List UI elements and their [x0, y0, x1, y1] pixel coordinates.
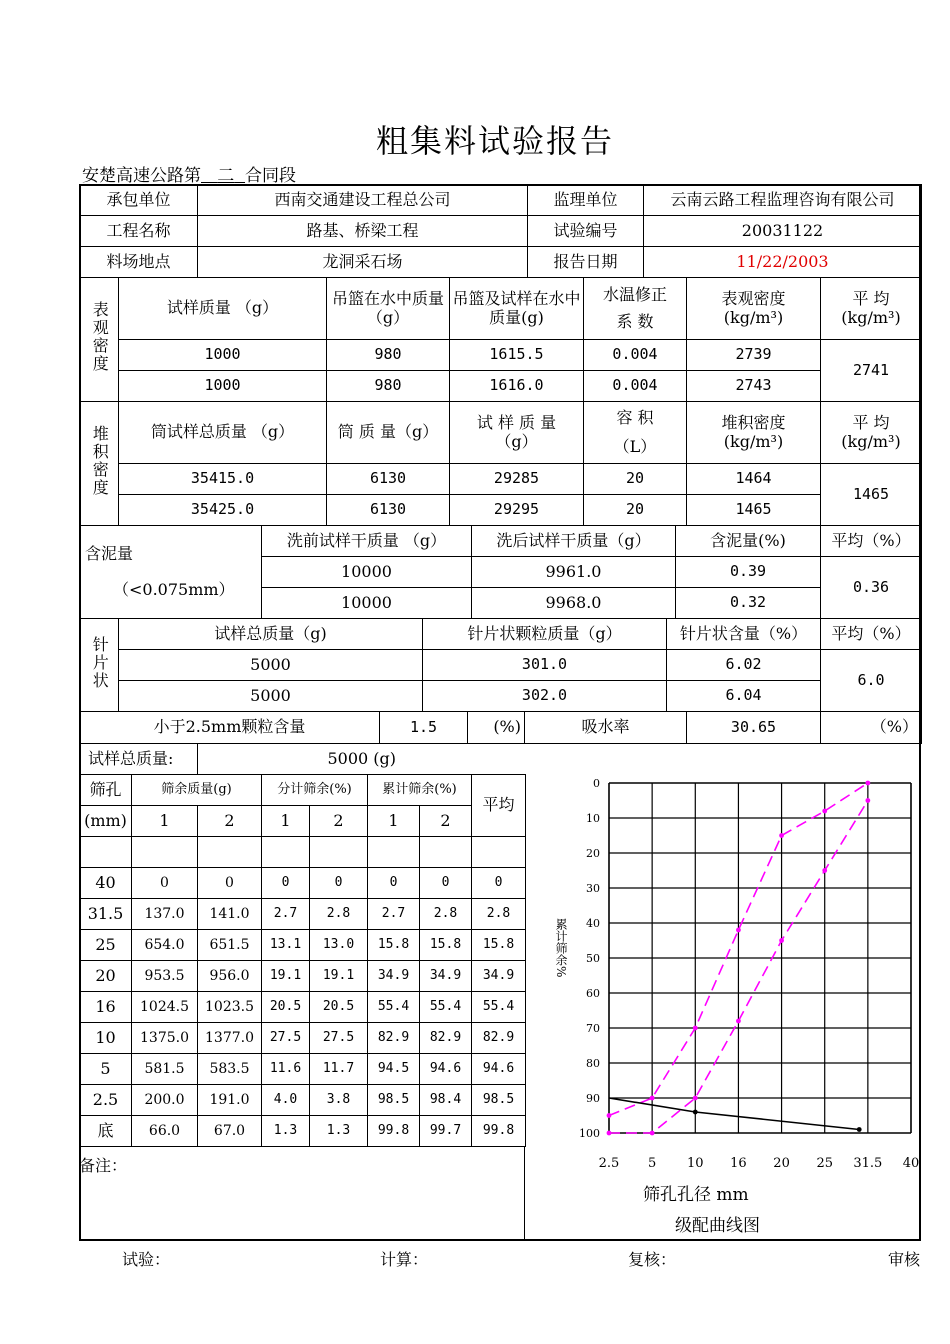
sieve-size-cell: 底 — [80, 1116, 132, 1147]
ad-header-sample-mass: 试样质量 （g） — [119, 278, 327, 340]
supervisor-label: 监理单位 — [528, 185, 644, 216]
report-title: 粗集料试验报告 — [375, 122, 614, 160]
ad-r1-c2: 980 — [327, 340, 450, 371]
x-tick-label: 5 — [648, 1156, 657, 1171]
sieve-table — [79, 743, 526, 1147]
site-label: 料场地点 — [80, 247, 198, 278]
series-point — [857, 1127, 862, 1132]
mud-table — [79, 525, 922, 619]
sieve-value-cell: 67.0 — [198, 1116, 262, 1147]
series-point — [607, 1113, 612, 1118]
bd-r1-c5: 1464 — [687, 464, 821, 495]
mud-header-average: 平均（%） — [821, 526, 922, 557]
y-tick-label: 30 — [586, 882, 600, 895]
sieve-value-cell: 956.0 — [198, 961, 262, 992]
ad-r2-c3: 1616.0 — [450, 371, 584, 402]
ad-average-value: 2741 — [821, 340, 922, 402]
sieve-size-cell: 5 — [80, 1054, 132, 1085]
series-point — [822, 809, 827, 814]
series-point — [650, 1131, 655, 1136]
sieve-sub-2a: 2 — [198, 806, 262, 837]
ad-header-basket-sample-water: 吊篮及试样在水中质量(g) — [450, 278, 584, 340]
sieve-value-cell: 1.3 — [262, 1116, 310, 1147]
remarks-area — [79, 1147, 525, 1241]
sieve-value-cell: 15.8 — [368, 930, 420, 961]
sieve-header-cumulative: 累计筛余(%) — [368, 775, 472, 806]
sieve-value-cell: 19.1 — [310, 961, 368, 992]
sieve-size-cell: 2.5 — [80, 1085, 132, 1116]
sieve-value-cell: 98.5 — [368, 1085, 420, 1116]
sieve-value-cell: 2.7 — [368, 899, 420, 930]
x-tick-label: 25 — [816, 1156, 833, 1171]
sieve-value-cell: 94.5 — [368, 1054, 420, 1085]
y-tick-label: 90 — [586, 1092, 600, 1105]
sieve-value-cell: 11.7 — [310, 1054, 368, 1085]
bd-average-value: 1465 — [821, 464, 922, 526]
flaky-label: 针片状 — [80, 619, 119, 712]
chart-y-label: 累计筛余% — [554, 918, 568, 978]
sieve-value-cell: 2.8 — [310, 899, 368, 930]
sieve-size-cell: 16 — [80, 992, 132, 1023]
bd-r2-c5: 1465 — [687, 495, 821, 526]
sieve-row — [80, 1085, 526, 1116]
sieve-blank — [420, 837, 472, 868]
grading-chart — [525, 743, 921, 1241]
sieve-value-cell: 99.7 — [420, 1116, 472, 1147]
mud-r2-c1: 10000 — [262, 588, 472, 619]
sieve-value-cell: 13.0 — [310, 930, 368, 961]
sieve-value-cell: 200.0 — [132, 1085, 198, 1116]
flaky-header-total: 试样总质量（g) — [119, 619, 423, 650]
fines-unit: (%) — [468, 712, 525, 744]
footer-calc: 计算： — [380, 1250, 429, 1269]
remarks-label: 备注： — [79, 1156, 128, 1175]
flaky-r1-c3: 6.02 — [667, 650, 821, 681]
sieve-value-cell: 66.0 — [132, 1116, 198, 1147]
sieve-size-cell: 40 — [80, 868, 132, 899]
ad-header-density: 表观密度 (kg/m³) — [687, 278, 821, 340]
project-line: 安楚高速公路第 二 合同段 — [82, 166, 297, 186]
info-table — [79, 184, 922, 278]
ad-r2-c5: 2743 — [687, 371, 821, 402]
sieve-sub-2b: 2 — [310, 806, 368, 837]
ad-r2-c2: 980 — [327, 371, 450, 402]
date-value: 11/22/2003 — [644, 247, 922, 278]
series-point — [779, 833, 784, 838]
sieve-sub-1b: 1 — [262, 806, 310, 837]
bd-r1-c3: 29285 — [450, 464, 584, 495]
series-point — [693, 1096, 698, 1101]
sieve-value-cell: 1024.5 — [132, 992, 198, 1023]
flaky-r2-c1: 5000 — [119, 681, 423, 712]
sieve-value-cell: 15.8 — [472, 930, 526, 961]
sieve-value-cell: 98.4 — [420, 1085, 472, 1116]
sieve-blank — [310, 837, 368, 868]
flaky-header-average: 平均（%） — [821, 619, 922, 650]
sieve-value-cell: 191.0 — [198, 1085, 262, 1116]
mud-r2-c3: 0.32 — [676, 588, 821, 619]
sieve-value-cell: 654.0 — [132, 930, 198, 961]
sieve-row — [80, 899, 526, 930]
sieve-value-cell: 2.7 — [262, 899, 310, 930]
sieve-row — [80, 1023, 526, 1054]
y-tick-label: 50 — [586, 952, 600, 965]
sieve-value-cell: 34.9 — [420, 961, 472, 992]
sieve-value-cell: 1.3 — [310, 1116, 368, 1147]
mud-r1-c3: 0.39 — [676, 557, 821, 588]
sieve-value-cell: 0 — [132, 868, 198, 899]
sieve-blank — [132, 837, 198, 868]
bd-header-cylinder: 筒 质 量（g） — [327, 402, 450, 464]
sieve-value-cell: 55.4 — [368, 992, 420, 1023]
sieve-total-value: 5000 (g) — [198, 744, 526, 775]
sieve-size-cell: 31.5 — [80, 899, 132, 930]
series-point — [822, 868, 827, 873]
project-value: 路基、桥梁工程 — [198, 216, 528, 247]
sieve-value-cell: 55.4 — [420, 992, 472, 1023]
sieve-value-cell: 141.0 — [198, 899, 262, 930]
sieve-row — [80, 930, 526, 961]
ad-header-basket-water: 吊篮在水中质量（g） — [327, 278, 450, 340]
sieve-sub-1c: 1 — [368, 806, 420, 837]
sieve-value-cell: 27.5 — [310, 1023, 368, 1054]
flaky-r2-c3: 6.04 — [667, 681, 821, 712]
fines-table — [79, 711, 922, 744]
flaky-r1-c1: 5000 — [119, 650, 423, 681]
mud-r1-c1: 10000 — [262, 557, 472, 588]
chart-grid — [609, 783, 911, 1133]
chart-x-label: 筛孔孔径 mm — [643, 1185, 749, 1205]
y-tick-label: 100 — [579, 1127, 600, 1140]
chart-title: 级配曲线图 — [675, 1216, 760, 1236]
sieve-header-retained: 筛余质量(g) — [132, 775, 262, 806]
bd-header-average: 平 均 (kg/m³) — [821, 402, 922, 464]
footer-review: 复核： — [628, 1250, 677, 1269]
ad-r1-c4: 0.004 — [584, 340, 687, 371]
sieve-value-cell: 99.8 — [368, 1116, 420, 1147]
bd-header-sample: 试 样 质 量 （g） — [450, 402, 584, 464]
sieve-header-sieve: 筛孔 — [80, 775, 132, 806]
sieve-value-cell: 2.8 — [420, 899, 472, 930]
absorb-label: 吸水率 — [525, 712, 687, 744]
y-tick-label: 70 — [586, 1022, 600, 1035]
sieve-value-cell: 651.5 — [198, 930, 262, 961]
apparent-density-label: 表观密度 — [80, 278, 119, 402]
supervisor-value: 云南云路工程监理咨询有限公司 — [644, 185, 922, 216]
ad-r2-c4: 0.004 — [584, 371, 687, 402]
series-point — [865, 781, 870, 786]
chart-x-ticks — [599, 1156, 920, 1171]
absorb-unit: （%） — [821, 712, 922, 744]
mud-label: 含泥量 （<0.075mm） — [80, 526, 262, 619]
sieve-value-cell: 0 — [262, 868, 310, 899]
sieve-value-cell: 953.5 — [132, 961, 198, 992]
sieve-blank — [198, 837, 262, 868]
sieve-value-cell: 82.9 — [420, 1023, 472, 1054]
sieve-value-cell: 1377.0 — [198, 1023, 262, 1054]
sieve-blank — [80, 837, 132, 868]
series-point — [736, 928, 741, 933]
x-tick-label: 16 — [730, 1156, 747, 1171]
bd-r2-c3: 29295 — [450, 495, 584, 526]
site-value: 龙洞采石场 — [198, 247, 528, 278]
series-point — [607, 1131, 612, 1136]
bd-r2-c2: 6130 — [327, 495, 450, 526]
footer-audit: 审核 — [888, 1250, 921, 1269]
sieve-value-cell: 4.0 — [262, 1085, 310, 1116]
series-point — [693, 1026, 698, 1031]
sieve-header-average: 平均 — [472, 775, 526, 837]
sieve-value-cell: 583.5 — [198, 1054, 262, 1085]
mud-header-before: 洗前试样干质量 （g） — [262, 526, 472, 557]
sieve-sub-2c: 2 — [420, 806, 472, 837]
series-point — [693, 1110, 698, 1115]
sieve-row — [80, 992, 526, 1023]
test-no-label: 试验编号 — [528, 216, 644, 247]
bd-r2-c4: 20 — [584, 495, 687, 526]
apparent-density-table — [79, 277, 922, 402]
sieve-value-cell: 137.0 — [132, 899, 198, 930]
bulk-density-label: 堆积密度 — [80, 402, 119, 526]
flaky-header-mass: 针片状颗粒质量（g） — [423, 619, 667, 650]
sieve-row — [80, 868, 526, 899]
flaky-average-value: 6.0 — [821, 650, 922, 712]
sieve-value-cell: 27.5 — [262, 1023, 310, 1054]
bd-r1-c1: 35415.0 — [119, 464, 327, 495]
sieve-blank — [472, 837, 526, 868]
absorb-value: 30.65 — [687, 712, 821, 744]
sieve-value-cell: 3.8 — [310, 1085, 368, 1116]
sieve-value-cell: 19.1 — [262, 961, 310, 992]
sieve-value-cell: 82.9 — [368, 1023, 420, 1054]
sieve-value-cell: 2.8 — [472, 899, 526, 930]
sieve-header-mm: (mm) — [80, 806, 132, 837]
sieve-value-cell: 15.8 — [420, 930, 472, 961]
y-tick-label: 0 — [593, 777, 600, 790]
contractor-label: 承包单位 — [80, 185, 198, 216]
sieve-value-cell: 34.9 — [472, 961, 526, 992]
x-tick-label: 10 — [687, 1156, 704, 1171]
sieve-row — [80, 961, 526, 992]
sieve-value-cell: 82.9 — [472, 1023, 526, 1054]
sieve-rows — [80, 868, 526, 1147]
y-tick-label: 40 — [586, 917, 600, 930]
x-tick-label: 31.5 — [853, 1156, 883, 1171]
sieve-value-cell: 94.6 — [472, 1054, 526, 1085]
bd-header-total: 筒试样总质量 （g） — [119, 402, 327, 464]
sieve-sub-1a: 1 — [132, 806, 198, 837]
sieve-value-cell: 55.4 — [472, 992, 526, 1023]
sieve-blank — [262, 837, 310, 868]
flaky-table — [79, 618, 922, 712]
mud-header-content: 含泥量(%) — [676, 526, 821, 557]
sieve-value-cell: 1375.0 — [132, 1023, 198, 1054]
bd-r1-c4: 20 — [584, 464, 687, 495]
test-no-value: 20031122 — [644, 216, 922, 247]
y-tick-label: 20 — [586, 847, 600, 860]
fines-value: 1.5 — [380, 712, 468, 744]
date-label: 报告日期 — [528, 247, 644, 278]
sieve-value-cell: 98.5 — [472, 1085, 526, 1116]
sieve-value-cell: 0 — [420, 868, 472, 899]
sieve-value-cell: 20.5 — [310, 992, 368, 1023]
sieve-value-cell: 20.5 — [262, 992, 310, 1023]
mud-r2-c2: 9968.0 — [472, 588, 676, 619]
flaky-r2-c2: 302.0 — [423, 681, 667, 712]
y-tick-label: 10 — [586, 812, 600, 825]
ad-header-temp-corr: 水温修正 系 数 — [584, 278, 687, 340]
series-line — [609, 1098, 859, 1130]
sieve-size-cell: 25 — [80, 930, 132, 961]
footer-test: 试验： — [122, 1250, 171, 1269]
series-point — [736, 1019, 741, 1024]
series-point — [650, 1096, 655, 1101]
project-label: 工程名称 — [80, 216, 198, 247]
sieve-value-cell: 11.6 — [262, 1054, 310, 1085]
sieve-value-cell: 0 — [368, 868, 420, 899]
sieve-value-cell: 0 — [198, 868, 262, 899]
flaky-r1-c2: 301.0 — [423, 650, 667, 681]
sieve-value-cell: 99.8 — [472, 1116, 526, 1147]
sieve-value-cell: 13.1 — [262, 930, 310, 961]
bd-r2-c1: 35425.0 — [119, 495, 327, 526]
mud-average-value: 0.36 — [821, 557, 922, 619]
ad-r1-c3: 1615.5 — [450, 340, 584, 371]
contractor-value: 西南交通建设工程总公司 — [198, 185, 528, 216]
sieve-value-cell: 581.5 — [132, 1054, 198, 1085]
sieve-row — [80, 1054, 526, 1085]
bd-r1-c2: 6130 — [327, 464, 450, 495]
ad-header-average: 平 均 (kg/m³) — [821, 278, 922, 340]
x-tick-label: 20 — [773, 1156, 790, 1171]
series-point — [865, 798, 870, 803]
fines-label: 小于2.5mm颗粒含量 — [80, 712, 380, 744]
x-tick-label: 40 — [902, 1156, 920, 1171]
sieve-total-label: 试样总质量: — [80, 744, 198, 775]
ad-r1-c5: 2739 — [687, 340, 821, 371]
sieve-size-cell: 10 — [80, 1023, 132, 1054]
y-tick-label: 80 — [586, 1057, 600, 1070]
y-tick-label: 60 — [586, 987, 600, 1000]
series-point — [779, 938, 784, 943]
sieve-value-cell: 1023.5 — [198, 992, 262, 1023]
ad-r2-c1: 1000 — [119, 371, 327, 402]
sieve-header-partial: 分计筛余(%) — [262, 775, 368, 806]
bd-header-density: 堆积密度 (kg/m³) — [687, 402, 821, 464]
sieve-value-cell: 0 — [310, 868, 368, 899]
sieve-value-cell: 34.9 — [368, 961, 420, 992]
bd-header-volume: 容 积 （L） — [584, 402, 687, 464]
mud-r1-c2: 9961.0 — [472, 557, 676, 588]
ad-r1-c1: 1000 — [119, 340, 327, 371]
sieve-row — [80, 1116, 526, 1147]
mud-header-after: 洗后试样干质量（g） — [472, 526, 676, 557]
bulk-density-table — [79, 401, 922, 526]
flaky-header-content: 针片状含量（%） — [667, 619, 821, 650]
sieve-value-cell: 0 — [472, 868, 526, 899]
sieve-value-cell: 94.6 — [420, 1054, 472, 1085]
x-tick-label: 2.5 — [598, 1156, 620, 1171]
chart-y-ticks — [579, 777, 600, 1140]
sieve-size-cell: 20 — [80, 961, 132, 992]
sieve-blank — [368, 837, 420, 868]
